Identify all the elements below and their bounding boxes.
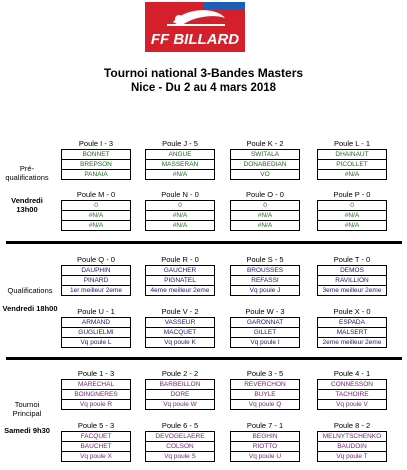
pool-player: GARONNAT <box>231 318 299 328</box>
pool-header: Poule Q - 0 <box>77 255 115 264</box>
pool-player: Vq poule T <box>336 453 368 460</box>
pool-player: BAUCHET <box>62 442 130 452</box>
pool-player: COLSON <box>146 442 214 452</box>
qualif-time: Vendredi 18h00 <box>2 304 58 313</box>
pool-8 <box>317 420 387 462</box>
pool-player: #N/A <box>344 222 360 229</box>
pool-s <box>230 254 300 296</box>
pool-header: Poule O - 0 <box>246 190 284 199</box>
pool-player: 0 <box>146 201 214 211</box>
pool-x <box>317 306 387 348</box>
pool-1 <box>61 368 131 410</box>
page-title: Tournoi national 3-Bandes Masters <box>103 66 304 80</box>
pool-player: Vq poule W <box>163 401 197 408</box>
pool-player: SWITALA <box>231 150 299 160</box>
pool-player: #N/A <box>231 211 299 221</box>
pool-player: 1er meilleur 2eme <box>69 287 123 294</box>
pool-player: 3eme meilleur 2eme <box>322 287 382 294</box>
pool-player: PIGNATEL <box>146 276 214 286</box>
pool-t <box>317 254 387 296</box>
pool-player: BEGHIN <box>231 432 299 442</box>
pool-player: 0 <box>231 201 299 211</box>
pool-player: BROUSSES <box>231 266 299 276</box>
section-divider <box>6 357 402 360</box>
pool-player: #N/A <box>318 211 386 221</box>
pool-k <box>230 138 300 180</box>
pool-header: Poule 6 - 5 <box>161 421 199 430</box>
pool-player: #N/A <box>88 222 104 229</box>
pool-player: PINARD <box>62 276 130 286</box>
pool-header: Poule W - 3 <box>245 307 285 316</box>
pool-player: Vq poule R <box>79 401 113 408</box>
pool-player: RIOTTO <box>231 442 299 452</box>
prequal-time: Vendredi 13h00 <box>11 196 43 214</box>
pool-player: #N/A <box>62 211 130 221</box>
pool-player: MASSERAN <box>146 160 214 170</box>
logo-text: FF BILLARD <box>150 31 240 48</box>
pool-header: Poule L - 1 <box>334 139 370 148</box>
pool-player: MALSERT <box>318 328 386 338</box>
pool-player: RAVILLION <box>318 276 386 286</box>
pool-player: BUYLE <box>231 390 299 400</box>
pool-player: GILLET <box>231 328 299 338</box>
pool-5 <box>61 420 131 462</box>
pool-player: #N/A <box>344 171 360 178</box>
pool-o <box>230 189 300 231</box>
pool-player: BARBEILLON <box>146 380 214 390</box>
pool-header: Poule R - 0 <box>161 255 199 264</box>
pool-header: Poule I - 3 <box>78 139 114 148</box>
pool-4 <box>317 368 387 410</box>
pool-m <box>61 189 131 231</box>
pool-header: Poule V - 2 <box>161 307 199 316</box>
pool-player: DEVOGELAERE <box>146 432 214 442</box>
pool-6 <box>145 420 215 462</box>
qualif-label: Qualifications <box>7 286 53 295</box>
pool-header: Poule 3 - 5 <box>246 369 284 378</box>
pool-player: 2eme meilleur 2eme <box>322 339 382 346</box>
pool-player: DHAINAUT <box>318 150 386 160</box>
ffbillard-logo <box>145 2 245 52</box>
pool-player: REVERCHON <box>231 380 299 390</box>
pool-player: #N/A <box>172 222 188 229</box>
pool-player: 4eme meilleur 2eme <box>150 287 210 294</box>
pool-player: ESPADA <box>318 318 386 328</box>
pool-player: Vq poule J <box>249 287 281 294</box>
principal-time: Samedi 9h30 <box>4 426 50 435</box>
pool-header: Poule K - 2 <box>246 139 284 148</box>
pool-player: TACHOIRE <box>318 390 386 400</box>
pool-player: GUGLIELMI <box>62 328 130 338</box>
pool-player: DAUPHIN <box>62 266 130 276</box>
pool-player: FACQUET <box>62 432 130 442</box>
pool-p <box>317 189 387 231</box>
prequal-label: Pré-qualifications <box>5 164 49 182</box>
pool-player: #N/A <box>257 222 273 229</box>
pool-header: Poule 2 - 2 <box>161 369 199 378</box>
pool-header: Poule 1 - 3 <box>77 369 115 378</box>
pool-player: BONNET <box>62 150 130 160</box>
pool-7 <box>230 420 300 462</box>
page-subtitle: Nice - Du 2 au 4 mars 2018 <box>130 82 277 94</box>
pool-l <box>317 138 387 180</box>
pool-header: Poule S - 5 <box>246 255 284 264</box>
pool-player: BOINGNERES <box>62 390 130 400</box>
pool-header: Poule 5 - 3 <box>77 421 115 430</box>
pool-header: Poule P - 0 <box>333 190 371 199</box>
pool-header: Poule 7 - 1 <box>246 421 284 430</box>
pool-player: VO <box>260 171 270 178</box>
pool-header: Poule 8 - 2 <box>333 421 371 430</box>
pool-player: Vq poule V <box>336 401 368 408</box>
pool-player: BREPSON <box>62 160 130 170</box>
pool-u <box>61 306 131 348</box>
pool-player: #N/A <box>172 171 188 178</box>
pool-player: DEMOS <box>318 266 386 276</box>
pool-player: 0 <box>62 201 130 211</box>
pool-player: MACQUET <box>146 328 214 338</box>
pool-player: REFASSI <box>231 276 299 286</box>
pool-player: CONNESSON <box>318 380 386 390</box>
pool-player: Vq poule K <box>164 339 196 346</box>
pool-player: ANGUE <box>146 150 214 160</box>
pool-player: MELNYTSCHENKO <box>318 432 386 442</box>
pool-header: Poule X - 0 <box>333 307 371 316</box>
pool-j <box>145 138 215 180</box>
pool-player: Vq poule U <box>248 453 282 460</box>
pool-q <box>61 254 131 296</box>
pool-player: #N/A <box>146 211 214 221</box>
pool-player: Vq poule I <box>250 339 280 346</box>
pool-player: DONABEDIAN <box>231 160 299 170</box>
pool-player: VASSEUR <box>146 318 214 328</box>
pool-player: PICOLLET <box>318 160 386 170</box>
pool-header: Poule N - 0 <box>161 190 199 199</box>
pool-player: Vq poule Q <box>248 401 282 408</box>
pool-r <box>145 254 215 296</box>
pool-3 <box>230 368 300 410</box>
pool-player: DORE <box>146 390 214 400</box>
pool-header: Poule J - 5 <box>162 139 198 148</box>
pool-header: Poule T - 0 <box>333 255 371 264</box>
pool-player: PANAIA <box>84 171 108 178</box>
pool-player: GAUCHER <box>146 266 214 276</box>
pool-player: Vq poule L <box>80 339 112 346</box>
pool-n <box>145 189 215 231</box>
pool-header: Poule M - 0 <box>76 190 116 199</box>
pool-v <box>145 306 215 348</box>
pool-header: Poule 4 - 1 <box>333 369 371 378</box>
pool-player: ARMAND <box>62 318 130 328</box>
pool-player: BAUDOIN <box>318 442 386 452</box>
principal-label: Tournoi Principal <box>12 400 42 418</box>
section-divider <box>6 241 402 244</box>
pool-player: Vq poule S <box>164 453 196 460</box>
pool-player: Vq poule X <box>80 453 112 460</box>
pool-w <box>230 306 300 348</box>
pool-i <box>61 138 131 180</box>
pool-header: Poule U - 1 <box>77 307 115 316</box>
pool-player: MARECHAL <box>62 380 130 390</box>
pool-player: 0 <box>318 201 386 211</box>
pool-2 <box>145 368 215 410</box>
